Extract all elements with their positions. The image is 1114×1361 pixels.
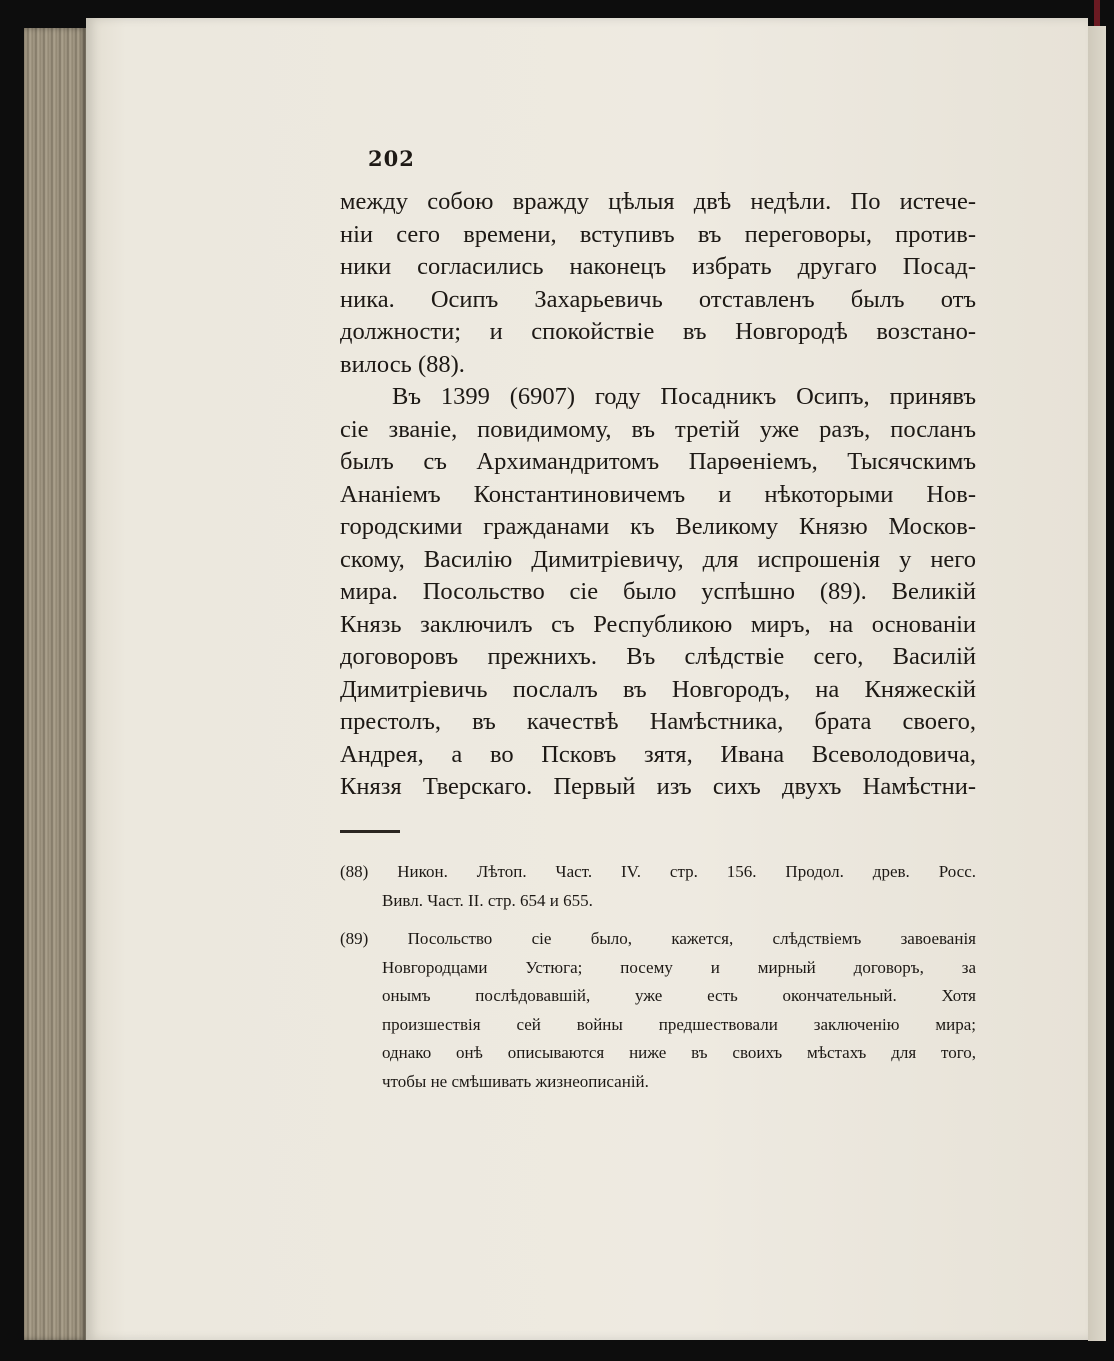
footnotes xyxy=(340,858,976,1096)
footnote-line: однако онѣ описываются ниже въ своихъ мѣстахъ для того, xyxy=(382,1043,976,1062)
text-line: вилось (88). xyxy=(340,350,465,378)
text-line: былъ съ Архимандритомъ Парѳенiемъ, Тысячскимъ xyxy=(340,448,976,475)
text-line: Князя Тверскаго. Первый изъ сихъ двухъ Намѣстни- xyxy=(340,773,976,800)
footnote-separator xyxy=(340,830,400,833)
text-line: между собою вражду цѣлыя двѣ недѣли. По истече- xyxy=(340,188,976,215)
facing-page-edge xyxy=(1088,26,1106,1341)
text-line: ники согласились наконецъ избрать другаго Посад- xyxy=(340,253,976,280)
text-line: скому, Василiю Димитрiевичу, для испрошенiя у него xyxy=(340,545,976,573)
text-line: договоровъ прежнихъ. Въ слѣдствiе сего, Василiй xyxy=(340,643,976,670)
text-line: Въ 1399 (6907) году Посадникъ Осипъ, принявъ xyxy=(392,383,976,410)
footnote-line: (89) Посольство сiе было, кажется, слѣдствiемъ завоеванiя xyxy=(340,929,976,948)
text-line: Ананiемъ Константиновичемъ и нѣкоторыми Нов- xyxy=(340,480,976,508)
page-number: 202 xyxy=(368,146,415,171)
text-line: городскими гражданами къ Великому Князю Москов- xyxy=(340,513,976,540)
text-line: Князь заключилъ съ Республикою миръ, на основанiи xyxy=(340,610,976,638)
text-line: мира. Посольство сiе было успѣшно (89). Великiй xyxy=(340,578,976,605)
text-line: нiи сего времени, вступивъ въ переговоры, против- xyxy=(340,220,976,248)
footnote-line: онымъ послѣдовавшiй, уже есть окончательный. Хотя xyxy=(382,986,976,1005)
page-edges xyxy=(24,28,86,1340)
footnote-line: чтобы не смѣшивать жизнеописанiй. xyxy=(382,1071,649,1091)
footnote-line: (88) Никон. Лѣтоп. Част. IV. стр. 156. Продол. древ. Росс. xyxy=(340,862,976,881)
main-text xyxy=(340,186,976,804)
text-line: сiе званiе, повидимому, въ третiй уже разъ, посланъ xyxy=(340,415,976,443)
text-line: престолъ, въ качествѣ Намѣстника, брата своего, xyxy=(340,708,976,735)
text-line: Андрея, а во Псковъ зятя, Ивана Всеволодовича, xyxy=(340,740,976,768)
text-line: должности; и спокойствiе въ Новгородѣ возстано- xyxy=(340,318,976,345)
bookmark-ribbon xyxy=(1094,0,1100,26)
footnote-line: Вивл. Част. II. стр. 654 и 655. xyxy=(382,890,593,910)
footnote-88 xyxy=(340,858,976,915)
footnote-line: Новгородцами Устюга; посему и мирный договоръ, за xyxy=(382,957,976,977)
footnote-89 xyxy=(340,925,976,1096)
footnote-line: произшествiя сей войны предшествовали заключенiю мира; xyxy=(382,1014,976,1034)
text-line: ника. Осипъ Захарьевичь отставленъ былъ отъ xyxy=(340,285,976,313)
text-line: Димитрiевичь послалъ въ Новгородъ, на Княжескiй xyxy=(340,675,976,703)
